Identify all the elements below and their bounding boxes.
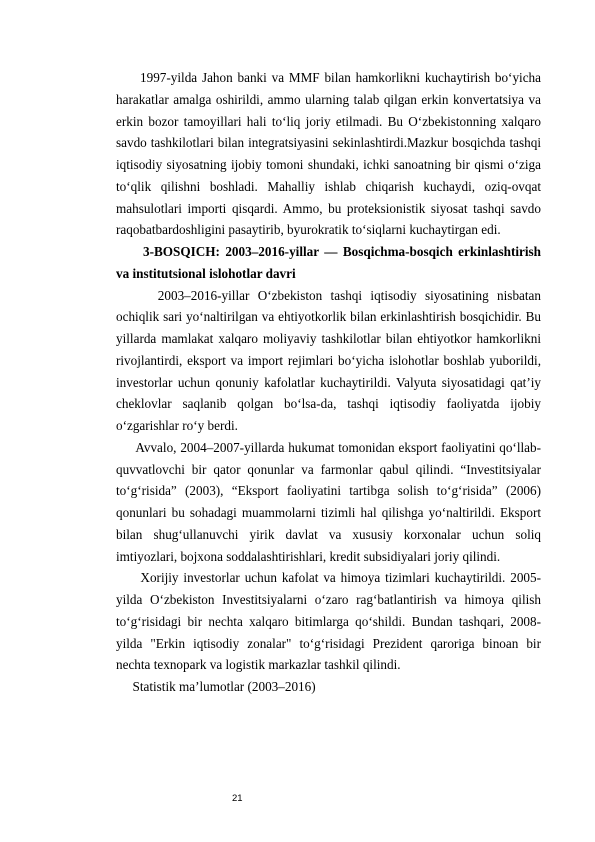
line: to‘g‘risidagi bir nechta xalqaro bitimlarga qo‘shildi. Bundan tashqari, 2008-: [116, 613, 541, 629]
line: 2003–2016-yillar O‘zbekiston tashqi iqtisodiy siyosatining nisbatan: [116, 287, 541, 303]
line: investorlar uchun qonuniy kafolatlar kuchaytirildi. Valyuta siyosatidagi qat’iy: [116, 374, 541, 390]
line: ochiqlik sari yo‘naltirilgan va ehtiyotkorlik bilan erkinlashtirish bosqichidir. Bu: [116, 309, 541, 325]
paragraph-4: [116, 437, 541, 568]
line: yillarda mamlakat xalqaro moliyaviy tashkilotlar bilan ehtiyotkor hamkorlikni: [116, 331, 541, 346]
line: to‘qlik qilishni boshladi. Mahalliy ishlab chiqarish kuchaydi, oziq-ovqat: [116, 178, 541, 194]
line: 1997-yilda Jahon banki va MMF bilan hamkorlikni kuchaytirish bo‘yicha: [116, 70, 541, 85]
line: raqobatbardoshligini pasaytirib, byurokratik to‘siqlarni kuchaytirgan edi.: [116, 222, 501, 238]
paragraph-5: [116, 567, 541, 676]
line: qonunlari bu sohadagi muammolarni tizimli hal qilishga yo‘naltirildi. Eksport: [116, 505, 541, 520]
line: harakatlar amalga oshirildi, ammo ularning talab qilgan erkin konvertatsiya va: [116, 91, 541, 107]
line: savdo tashkilotlari bilan integratsiyasini sekinlashtirdi.Mazkur bosqichda tashqi: [116, 135, 541, 151]
paragraph-1: [116, 67, 541, 241]
line: iqtisodiy siyosatning ijobiy tomoni shundaki, ichki sanoatning bir qismi o‘ziga: [116, 157, 541, 172]
line: va institutsional islohotlar davri: [116, 265, 296, 281]
line: nechta texnopark va logistik markazlar tashkil qilindi.: [116, 657, 401, 673]
line: bilan shug‘ullanuvchi yirik davlat va xususiy korxonalar uchun soliq: [116, 526, 541, 542]
line: rivojlantirdi, eksport va import rejimlari bo‘yicha islohotlar boshlab yuborildi,: [116, 352, 541, 368]
line: quvvatlovchi bir qator qonunlar va farmonlar qabul qilindi. “Investitsiyalar: [116, 461, 541, 477]
line: yilda "Erkin iqtisodiy zonalar" to‘g‘risidagi Prezident qaroriga binoan bir: [116, 635, 541, 651]
paragraph-3: [116, 285, 541, 437]
line: mahsulotlari importi qisqardi. Ammo, bu proteksionistik siyosat tashqi savdo: [116, 200, 541, 216]
line: imtiyozlari, bojxona soddalashtirishlari, kredit subsidiyalari joriy qilindi.: [116, 548, 501, 564]
page-number: 21: [232, 793, 243, 804]
body-text: [116, 67, 541, 698]
line: erkin bozor tamoyillari hali to‘liq joriy etilmadi. Bu O‘zbekistonning xalqaro: [116, 113, 541, 129]
line: Xorijiy investorlar uchun kafolat va himoya tizimlari kuchaytirildi. 2005-: [116, 570, 541, 586]
line: yilda O‘zbekiston Investitsiyalarni o‘zaro rag‘batlantirish va himoya qilish: [116, 592, 541, 607]
line: Statistik ma’lumotlar (2003–2016): [116, 679, 316, 694]
line: to‘g‘risida” (2003), “Eksport faoliyatini tartibga solish to‘g‘risida” (2006): [116, 483, 541, 499]
paragraph-6: [116, 676, 541, 698]
line: o‘zgarishlar ro‘y berdi.: [116, 418, 238, 433]
line: 3-BOSQICH: 2003–2016-yillar — Bosqichma-bosqich erkinlashtirish: [116, 244, 541, 259]
line: Avvalo, 2004–2007-yillarda hukumat tomonidan eksport faoliyatini qo‘llab-: [116, 439, 541, 455]
section-heading: [116, 241, 541, 285]
line: cheklovlar saqlanib qolgan bo‘lsa-da, tashqi iqtisodiy faoliyatda ijobiy: [116, 396, 541, 412]
